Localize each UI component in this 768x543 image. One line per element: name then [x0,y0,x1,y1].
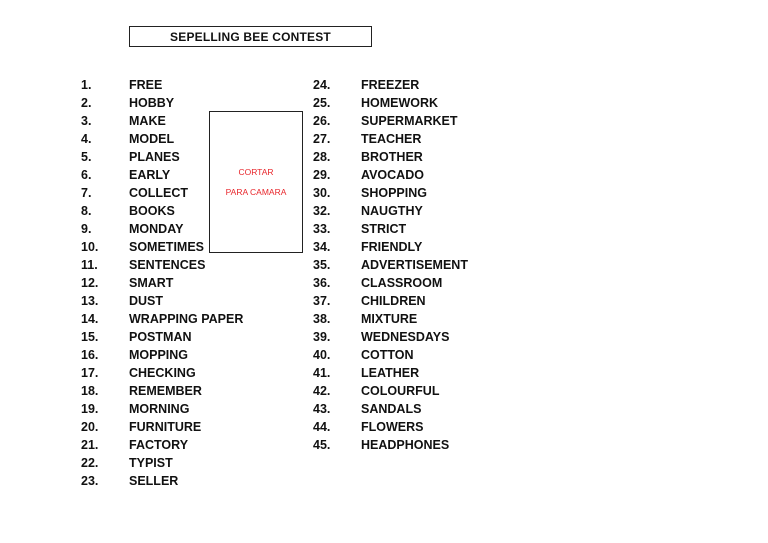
item-number: 37. [313,294,331,308]
item-number: 45. [313,438,331,452]
spelling-word: MAKE [129,114,166,128]
spelling-word: TEACHER [361,132,422,146]
spelling-word: REMEMBER [129,384,202,398]
list-item [313,382,468,400]
spelling-word: COTTON [361,348,414,362]
spelling-word: FLOWERS [361,420,424,434]
item-number: 4. [81,132,92,146]
spelling-word: CHECKING [129,366,196,380]
spelling-word: HOBBY [129,96,175,110]
spelling-word: HEADPHONES [361,438,450,452]
spelling-word: SANDALS [361,402,422,416]
item-number: 39. [313,330,331,344]
item-number: 23. [81,474,99,488]
spelling-word: LEATHER [361,366,420,380]
list-item [313,364,468,382]
list-item [313,256,468,274]
list-item [81,274,243,292]
item-number: 44. [313,420,331,434]
list-item [313,184,468,202]
item-number: 2. [81,96,92,110]
list-item [313,310,468,328]
item-number: 26. [313,114,331,128]
list-item [313,292,468,310]
item-number: 13. [81,294,99,308]
item-number: 17. [81,366,99,380]
spelling-word: COLLECT [129,186,189,200]
list-item [81,346,243,364]
list-item [313,148,468,166]
list-item [81,436,243,454]
spelling-word: HOMEWORK [361,96,439,110]
item-number: 24. [313,78,331,92]
spelling-word: COLOURFUL [361,384,440,398]
spelling-word: FREE [129,78,163,92]
item-number: 32. [313,204,331,218]
item-number: 16. [81,348,99,362]
spelling-word: BROTHER [361,150,423,164]
list-item [81,454,243,472]
spelling-word: SENTENCES [129,258,206,272]
item-number: 22. [81,456,99,470]
item-number: 43. [313,402,331,416]
item-number: 3. [81,114,92,128]
list-item [81,94,243,112]
item-number: 35. [313,258,331,272]
list-item [313,418,468,436]
spelling-word: SOMETIMES [129,240,205,254]
spelling-word: MOPPING [129,348,189,362]
spelling-word: CLASSROOM [361,276,443,290]
spelling-word: NAUGTHY [361,204,423,218]
spelling-word: MONDAY [129,222,184,236]
item-number: 30. [313,186,331,200]
cut-label-cortar: CORTAR [238,167,274,177]
item-number: 14. [81,312,99,326]
item-number: 15. [81,330,99,344]
item-number: 25. [313,96,331,110]
list-item [81,256,243,274]
spelling-word: BOOKS [129,204,175,218]
list-item [313,202,468,220]
spelling-word: CHILDREN [361,294,426,308]
item-number: 38. [313,312,331,326]
item-number: 29. [313,168,331,182]
list-item [313,436,468,454]
item-number: 21. [81,438,99,452]
list-item [313,76,468,94]
item-number: 34. [313,240,331,254]
spelling-word: FRIENDLY [361,240,423,254]
list-item [313,130,468,148]
item-number: 10. [81,240,99,254]
item-number: 9. [81,222,92,236]
spelling-word: STRICT [361,222,407,236]
list-item [313,166,468,184]
item-number: 8. [81,204,92,218]
spelling-word: FURNITURE [129,420,202,434]
spelling-word: ADVERTISEMENT [361,258,468,272]
item-number: 6. [81,168,92,182]
spelling-word: MORNING [129,402,190,416]
item-number: 41. [313,366,331,380]
list-item [81,472,243,490]
item-number: 36. [313,276,331,290]
spelling-word: WEDNESDAYS [361,330,450,344]
spelling-word: FREEZER [361,78,420,92]
spelling-word: TYPIST [129,456,173,470]
spelling-word: SUPERMARKET [361,114,458,128]
item-number: 33. [313,222,331,236]
list-item [81,418,243,436]
item-number: 11. [81,258,98,272]
list-item [81,400,243,418]
spelling-word: POSTMAN [129,330,192,344]
item-number: 42. [313,384,331,398]
list-item [81,328,243,346]
item-number: 19. [81,402,99,416]
spelling-word: WRAPPING PAPER [129,312,244,326]
list-item [313,94,468,112]
spelling-word: SELLER [129,474,179,488]
cut-label-para-camara: PARA CAMARA [225,187,287,197]
spelling-word: FACTORY [129,438,189,452]
list-item [313,274,468,292]
spelling-word: AVOCADO [361,168,424,182]
list-item [313,346,468,364]
list-item [81,292,243,310]
list-item [81,310,243,328]
item-number: 20. [81,420,99,434]
list-item [81,382,243,400]
item-number: 40. [313,348,331,362]
list-item [313,328,468,346]
item-number: 12. [81,276,99,290]
spelling-word: PLANES [129,150,180,164]
camera-cutout-box [209,111,303,253]
list-item [81,364,243,382]
item-number: 28. [313,150,331,164]
spelling-word: MIXTURE [361,312,418,326]
list-item [313,112,468,130]
word-list-right [313,76,468,454]
item-number: 7. [81,186,92,200]
item-number: 5. [81,150,92,164]
list-item [313,400,468,418]
page-title: SEPELLING BEE CONTEST [129,26,372,47]
spelling-word: DUST [129,294,164,308]
spelling-word: MODEL [129,132,175,146]
list-item [313,238,468,256]
list-item [81,76,243,94]
item-number: 1. [81,78,92,92]
spelling-word: SHOPPING [361,186,427,200]
list-item [313,220,468,238]
spelling-word: EARLY [129,168,171,182]
item-number: 27. [313,132,331,146]
item-number: 18. [81,384,99,398]
spelling-word: SMART [129,276,174,290]
